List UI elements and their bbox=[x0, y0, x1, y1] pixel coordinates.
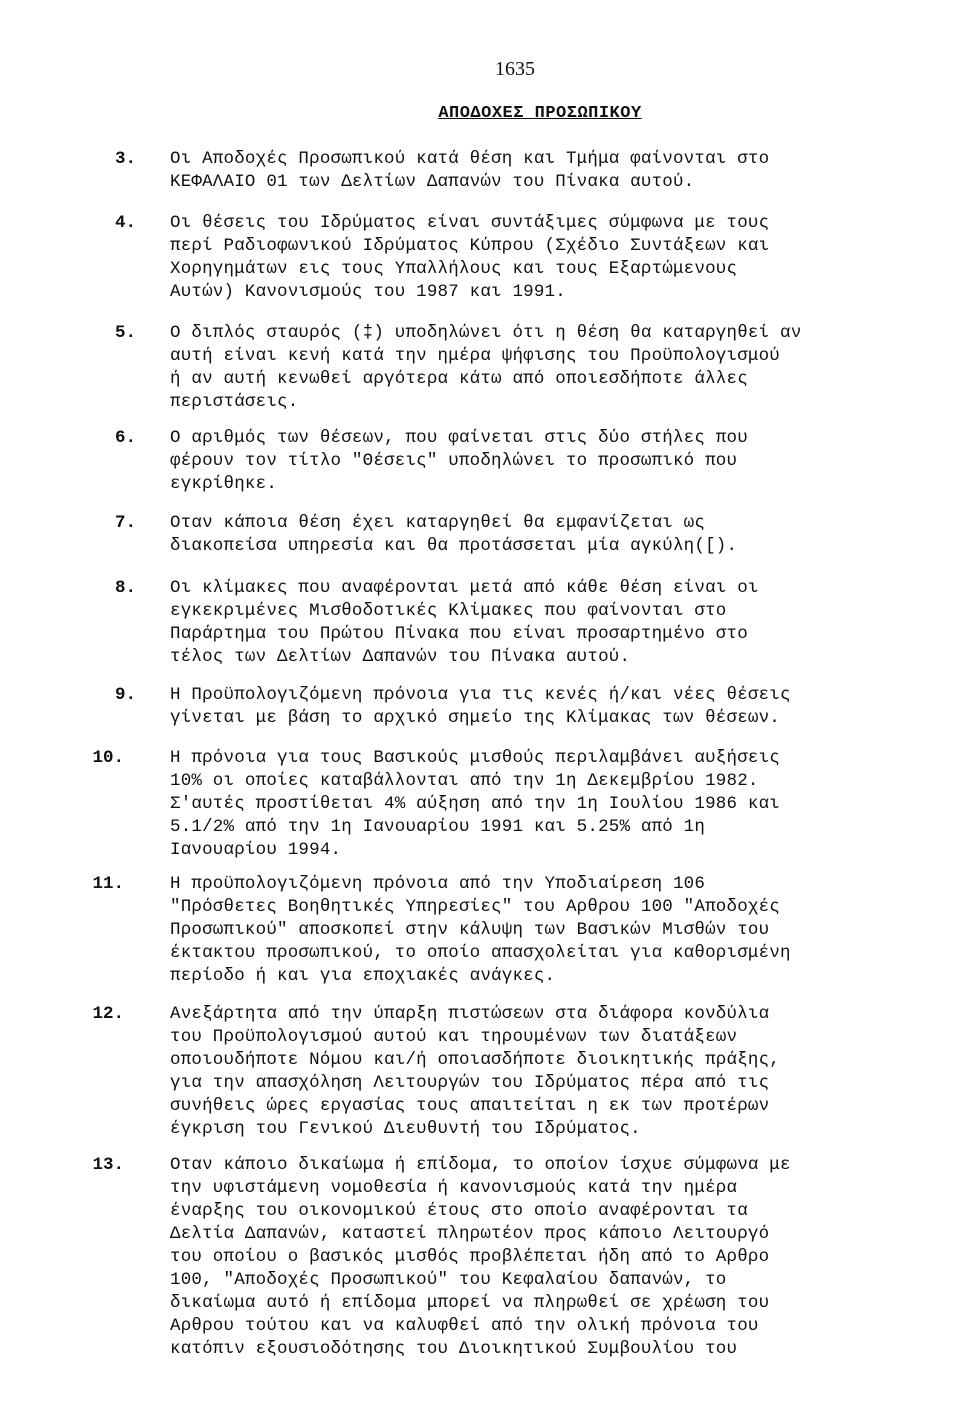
text-line: έκτακτου προσωπικού, το οποίο απασχολείται για καθορισμένη bbox=[170, 943, 791, 963]
text-line: 100, "Αποδοχές Προσωπικού" του Κεφαλαίου δαπανών, το bbox=[170, 1270, 727, 1290]
text-line: Χορηγημάτων εις τους Υπαλλήλους και τους Εξαρτώμενους bbox=[170, 259, 738, 279]
item-text bbox=[170, 1154, 930, 1361]
text-line: Προσωπικού" αποσκοπεί στην κάλυψη των Βασικών Μισθών του bbox=[170, 920, 770, 940]
item-number: 4. bbox=[114, 213, 136, 233]
text-line: Δελτία Δαπανών, καταστεί πληρωτέον προς κάποιο Λειτουργό bbox=[170, 1224, 770, 1244]
text-line: Οι κλίμακες που αναφέρονται μετά από κάθε θέση είναι οι bbox=[170, 578, 759, 598]
text-line: έγκριση του Γενικού Διευθυντή του Ιδρύματος. bbox=[170, 1119, 641, 1139]
text-line: Παράρτημα του Πρώτου Πίνακα που είναι προσαρτημένο στο bbox=[170, 624, 748, 644]
item-number: 3. bbox=[114, 149, 136, 169]
text-line: Ιανουαρίου 1994. bbox=[170, 840, 342, 860]
item-text bbox=[170, 427, 930, 496]
text-line: γίνεται με βάση το αρχικό σημείο της Κλίμακας των θέσεων. bbox=[170, 708, 780, 728]
item-text bbox=[170, 747, 930, 862]
text-line: Σ'αυτές προστίθεται 4% αύξηση από την 1η Ιουλίου 1986 και bbox=[170, 794, 780, 814]
item-text bbox=[170, 322, 930, 414]
item-number: 12. bbox=[92, 1004, 124, 1024]
item-number: 5. bbox=[114, 323, 136, 343]
text-line: Οι θέσεις του Ιδρύματος είναι συντάξιμες σύμφωνα με τους bbox=[170, 213, 770, 233]
text-line: Ανεξάρτητα από την ύπαρξη πιστώσεων στα διάφορα κονδύλια bbox=[170, 1004, 770, 1024]
text-line: οποιουδήποτε Νόμου και/ή οποιασδήποτε διοικητικής πράξης, bbox=[170, 1050, 780, 1070]
text-line: για την απασχόληση Λειτουργών του Ιδρύματος πέρα από τις bbox=[170, 1073, 770, 1093]
text-line: φέρουν τον τίτλο "Θέσεις" υποδηλώνει το προσωπικό που bbox=[170, 451, 738, 471]
text-line: περί Ραδιοφωνικού Ιδρύματος Κύπρου (Σχέδιο Συντάξεων και bbox=[170, 236, 770, 256]
item-number: 9. bbox=[114, 685, 136, 705]
item-number: 8. bbox=[114, 578, 136, 598]
text-line: περίοδο ή και για εποχιακές ανάγκες. bbox=[170, 966, 556, 986]
text-line: συνήθεις ώρες εργασίας τους απαιτείται η εκ των προτέρων bbox=[170, 1096, 770, 1116]
item-number: 13. bbox=[92, 1155, 124, 1175]
item-text bbox=[170, 212, 930, 304]
item-number: 7. bbox=[114, 513, 136, 533]
item-number: 6. bbox=[114, 428, 136, 448]
text-line: Η Προϋπολογιζόμενη πρόνοια για τις κενές ή/και νέες θέσεις bbox=[170, 685, 791, 705]
item-number: 11. bbox=[92, 874, 124, 894]
text-line: εγκεκριμένες Μισθοδοτικές Κλίμακες που φαίνονται στο bbox=[170, 601, 727, 621]
page-number: 1635 bbox=[495, 58, 535, 80]
text-line: δικαίωμα αυτό ή επίδομα μπορεί να πληρωθεί σε χρέωση του bbox=[170, 1293, 770, 1313]
text-line: Ο αριθμός των θέσεων, που φαίνεται στις δύο στήλες που bbox=[170, 428, 748, 448]
item-text bbox=[170, 512, 930, 558]
item-text bbox=[170, 1003, 930, 1141]
text-line: του οποίου ο βασικός μισθός προβλέπεται ήδη από το Αρθρο bbox=[170, 1247, 770, 1267]
text-line: Αυτών) Κανονισμούς του 1987 και 1991. bbox=[170, 282, 566, 302]
item-number: 10. bbox=[92, 748, 124, 768]
item-text bbox=[170, 148, 930, 194]
text-line: του Προϋπολογισμού αυτού και τηρουμένων των διατάξεων bbox=[170, 1027, 738, 1047]
text-line: "Πρόσθετες Βοηθητικές Υπηρεσίες" του Αρθρου 100 "Αποδοχές bbox=[170, 897, 780, 917]
text-line: Η προϋπολογιζόμενη πρόνοια από την Υποδιαίρεση 106 bbox=[170, 874, 706, 894]
text-line: 10% οι οποίες καταβάλλονται από την 1η Δεκεμβρίου 1982. bbox=[170, 771, 759, 791]
text-line: αυτή είναι κενή κατά την ημέρα ψήφισης του Προϋπολογισμού bbox=[170, 346, 780, 366]
text-line: έναρξης του οικονομικού έτους στο οποίο αναφέρονται τα bbox=[170, 1201, 748, 1221]
item-text bbox=[170, 684, 930, 730]
text-line: διακοπείσα υπηρεσία και θα προτάσσεται μία αγκύλη([). bbox=[170, 536, 738, 556]
text-line: Οταν κάποιο δικαίωμα ή επίδομα, το οποίον ίσχυε σύμφωνα με bbox=[170, 1155, 791, 1175]
text-line: 5.1/2% από την 1η Ιανουαρίου 1991 και 5.25% από 1η bbox=[170, 817, 706, 837]
text-line: Αρθρου τούτου και να καλυφθεί από την ολική πρόνοια του bbox=[170, 1316, 759, 1336]
text-line: τέλος των Δελτίων Δαπανών του Πίνακα αυτού. bbox=[170, 647, 631, 667]
text-line: Οι Αποδοχές Προσωπικού κατά θέση και Τμήμα φαίνονται στο bbox=[170, 149, 770, 169]
text-line: εγκρίθηκε. bbox=[170, 474, 278, 494]
item-text bbox=[170, 577, 930, 669]
text-line: κατόπιν εξουσιοδότησης του Διοικητικού Συμβουλίου του bbox=[170, 1339, 738, 1359]
page-heading: ΑΠΟΔΟΧΕΣ ΠΡΟΣΩΠΙΚΟΥ bbox=[438, 104, 642, 123]
text-line: ΚΕΦΑΛΑΙΟ 01 των Δελτίων Δαπανών του Πίνακα αυτού. bbox=[170, 172, 695, 192]
text-line: Η πρόνοια για τους Βασικούς μισθούς περιλαμβάνει αυξήσεις bbox=[170, 748, 780, 768]
item-text bbox=[170, 873, 930, 988]
text-line: την υφιστάμενη νομοθεσία ή κανονισμούς κατά την ημέρα bbox=[170, 1178, 738, 1198]
text-line: περιστάσεις. bbox=[170, 392, 299, 412]
text-line: Οταν κάποια θέση έχει καταργηθεί θα εμφανίζεται ως bbox=[170, 513, 706, 533]
text-line: Ο διπλός σταυρός (‡) υποδηλώνει ότι η θέση θα καταργηθεί αν bbox=[170, 323, 802, 343]
text-line: ή αν αυτή κενωθεί αργότερα κάτω από οποιεσδήποτε άλλες bbox=[170, 369, 748, 389]
